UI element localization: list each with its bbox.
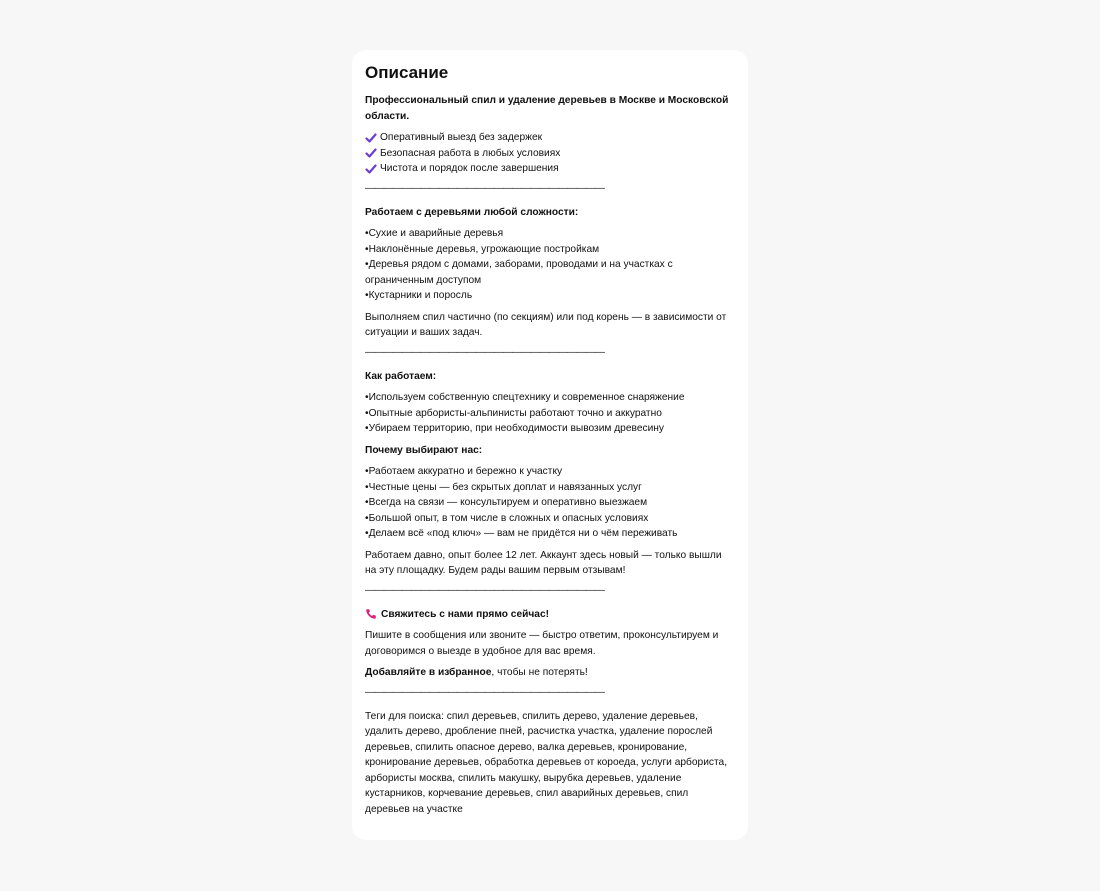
section-note: Выполняем спил частично (по секциям) или под корень — в зависимости от ситуации и ваших задач. — [365, 311, 727, 338]
check-item — [365, 161, 735, 177]
contact-heading-label: Свяжитесь с нами прямо сейчас! — [381, 608, 550, 620]
list-item: • Делаем всё «под ключ» — вам не придётся ни о чём переживать — [365, 526, 735, 542]
divider: —————————————————————————— — [365, 584, 604, 596]
bullet-list — [365, 390, 735, 437]
list-item: • Честные цены — без скрытых доплат и навязанных услуг — [365, 480, 735, 496]
description-card — [352, 50, 748, 840]
check-icon — [365, 132, 377, 144]
contact-text: Пишите в сообщения или звоните — быстро ответим, проконсультируем и договоримся о выезде в удобное для вас время. — [365, 630, 719, 657]
bullet-list — [365, 464, 735, 542]
list-item: • Всегда на связи — консультируем и оперативно выезжаем — [365, 495, 735, 511]
check-list — [365, 130, 735, 177]
list-item: • Деревья рядом с домами, заборами, проводами и на участках с ограниченным доступом — [365, 257, 735, 288]
section-heading: Как работаем: — [365, 370, 437, 382]
bullet-list — [365, 226, 735, 304]
contact-heading — [365, 607, 735, 623]
check-item — [365, 130, 735, 146]
check-item-label: Чистота и порядок после завершения — [380, 163, 559, 174]
favorite-note-bold: Добавляйте в избранное — [365, 667, 492, 678]
list-item: • Убираем территорию, при необходимости вывозим древесину — [365, 421, 735, 437]
list-item: • Работаем аккуратно и бережно к участку — [365, 464, 735, 480]
list-item: • Кустарники и поросль — [365, 288, 735, 304]
search-tags: Теги для поиска: спил деревьев, спилить дерево, удаление деревьев, удалить дерево, дробление пней, расчистка участка, удаление порослей деревьев, спилить опасное дерево, валка деревьев, кронирование, кронирование деревьев, обработка деревьев от короеда, услуги арбориста, арбористы москва, спилить макушку, вырубка деревьев, удаление кустарников, корчевание деревьев, спил аварийных деревьев, спил деревьев на участке — [365, 710, 728, 815]
section-note: Работаем давно, опыт более 12 лет. Аккаунт здесь новый — только вышли на эту площадку. Будем рады вашим первым отзывам! — [365, 549, 722, 576]
check-item-label: Оперативный выезд без задержек — [380, 132, 543, 143]
check-icon — [365, 163, 377, 175]
divider: —————————————————————————— — [365, 346, 604, 358]
list-item: • Используем собственную спецтехнику и современное снаряжение — [365, 390, 735, 406]
check-item — [365, 146, 735, 162]
check-item-label: Безопасная работа в любых условиях — [380, 147, 561, 159]
intro-text: Профессиональный спил и удаление деревьев в Москве и Московской области. — [365, 95, 729, 122]
divider: —————————————————————————— — [365, 686, 604, 698]
check-icon — [365, 147, 377, 159]
list-item: • Сухие и аварийные деревья — [365, 226, 735, 242]
section-title: Описание — [365, 63, 449, 82]
list-item: • Опытные арбористы-альпинисты работают точно и аккуратно — [365, 406, 735, 422]
favorite-note-rest: , чтобы не потерять! — [491, 667, 588, 678]
list-item: • Большой опыт, в том числе в сложных и опасных условиях — [365, 511, 735, 527]
list-item: • Наклонённые деревья, угрожающие постройкам — [365, 242, 735, 258]
favorite-note — [365, 665, 735, 681]
divider: —————————————————————————— — [365, 182, 604, 194]
phone-icon — [365, 608, 377, 620]
section-heading: Почему выбирают нас: — [365, 444, 483, 456]
section-heading: Работаем с деревьями любой сложности: — [365, 206, 579, 218]
